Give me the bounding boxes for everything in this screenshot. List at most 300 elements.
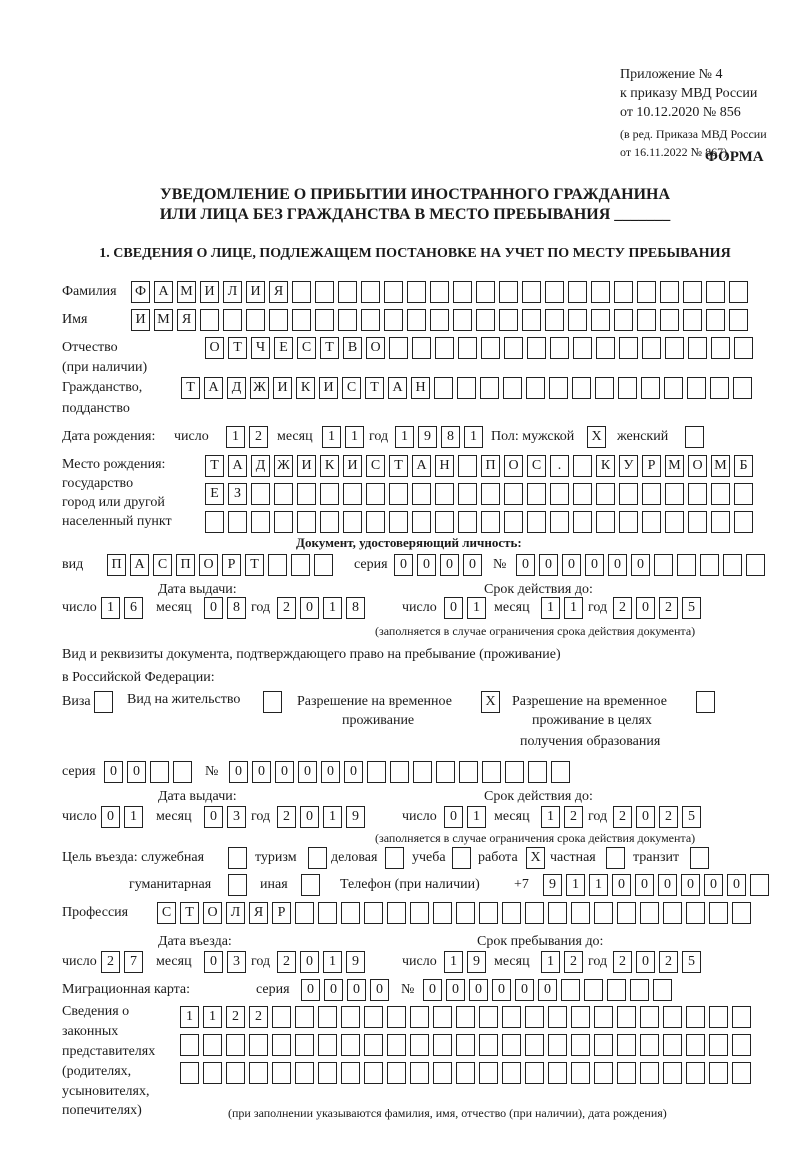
char-cell[interactable] <box>412 511 431 533</box>
char-cell[interactable] <box>435 337 454 359</box>
char-cell[interactable] <box>430 281 449 303</box>
char-cell[interactable]: 2 <box>564 806 583 828</box>
char-cell[interactable] <box>223 309 242 331</box>
char-cell[interactable] <box>550 337 569 359</box>
char-cell[interactable]: 0 <box>347 979 366 1001</box>
char-cell[interactable]: Т <box>180 902 199 924</box>
char-cell[interactable] <box>389 337 408 359</box>
char-cell[interactable] <box>364 1034 383 1056</box>
char-cell[interactable]: 1 <box>101 597 120 619</box>
char-cell[interactable] <box>525 1006 544 1028</box>
char-cell[interactable] <box>246 309 265 331</box>
rd-issue-month-field[interactable] <box>204 806 250 828</box>
char-cell[interactable] <box>573 511 592 533</box>
char-cell[interactable]: С <box>527 455 546 477</box>
char-cell[interactable]: Т <box>181 377 200 399</box>
char-cell[interactable] <box>364 1006 383 1028</box>
purpose-study-checkbox[interactable] <box>452 847 475 869</box>
char-cell[interactable]: 0 <box>417 554 436 576</box>
char-cell[interactable] <box>665 483 684 505</box>
char-cell[interactable] <box>361 281 380 303</box>
char-cell[interactable] <box>711 511 730 533</box>
char-cell[interactable] <box>251 483 270 505</box>
char-cell[interactable]: 8 <box>346 597 365 619</box>
char-cell[interactable] <box>619 511 638 533</box>
char-cell[interactable]: 2 <box>249 1006 268 1028</box>
char-cell[interactable] <box>480 377 499 399</box>
char-cell[interactable] <box>479 1062 498 1084</box>
char-cell[interactable] <box>663 1034 682 1056</box>
char-cell[interactable]: И <box>297 455 316 477</box>
char-cell[interactable]: 0 <box>635 874 654 896</box>
char-cell[interactable] <box>481 337 500 359</box>
char-cell[interactable]: О <box>504 455 523 477</box>
char-cell[interactable] <box>594 1062 613 1084</box>
char-cell[interactable] <box>637 309 656 331</box>
char-cell[interactable]: М <box>665 455 684 477</box>
char-cell[interactable]: А <box>154 281 173 303</box>
char-cell[interactable]: 0 <box>444 597 463 619</box>
char-cell[interactable] <box>456 1006 475 1028</box>
char-cell[interactable] <box>573 483 592 505</box>
char-cell[interactable] <box>617 1034 636 1056</box>
char-cell[interactable]: И <box>246 281 265 303</box>
char-cell[interactable] <box>341 1062 360 1084</box>
char-cell[interactable]: 0 <box>681 874 700 896</box>
char-cell[interactable]: П <box>107 554 126 576</box>
char-cell[interactable]: Б <box>734 455 753 477</box>
char-cell[interactable] <box>203 1062 222 1084</box>
char-cell[interactable] <box>314 554 333 576</box>
char-cell[interactable] <box>459 761 478 783</box>
char-cell[interactable] <box>315 281 334 303</box>
sex-male-checkbox[interactable] <box>587 426 610 448</box>
char-cell[interactable] <box>410 902 429 924</box>
rd-number-field[interactable] <box>229 761 574 783</box>
char-cell[interactable] <box>203 1034 222 1056</box>
char-cell[interactable]: 0 <box>516 554 535 576</box>
char-cell[interactable] <box>320 483 339 505</box>
char-cell[interactable]: 7 <box>124 951 143 973</box>
char-cell[interactable] <box>677 554 696 576</box>
char-cell[interactable] <box>663 902 682 924</box>
char-cell[interactable] <box>683 281 702 303</box>
char-cell[interactable] <box>412 337 431 359</box>
char-cell[interactable] <box>617 902 636 924</box>
char-cell[interactable] <box>526 377 545 399</box>
purpose-private-checkbox[interactable] <box>606 847 629 869</box>
char-cell[interactable]: Ж <box>274 455 293 477</box>
char-cell[interactable] <box>434 377 453 399</box>
char-cell[interactable] <box>548 1062 567 1084</box>
char-cell[interactable] <box>729 281 748 303</box>
char-cell[interactable]: 1 <box>203 1006 222 1028</box>
char-cell[interactable]: 0 <box>538 979 557 1001</box>
char-cell[interactable]: 0 <box>469 979 488 1001</box>
char-cell[interactable] <box>548 902 567 924</box>
char-cell[interactable] <box>591 309 610 331</box>
char-cell[interactable] <box>665 511 684 533</box>
char-cell[interactable] <box>688 337 707 359</box>
char-cell[interactable] <box>385 847 404 869</box>
stay-month-field[interactable] <box>541 951 587 973</box>
char-cell[interactable]: 0 <box>727 874 746 896</box>
birthplace-field-2[interactable] <box>205 483 757 505</box>
phone-field[interactable] <box>543 874 773 896</box>
entry-day-field[interactable] <box>101 951 147 973</box>
char-cell[interactable] <box>272 1006 291 1028</box>
char-cell[interactable] <box>734 483 753 505</box>
char-cell[interactable]: В <box>343 337 362 359</box>
char-cell[interactable]: X <box>587 426 606 448</box>
birth-month-field[interactable] <box>322 426 368 448</box>
char-cell[interactable] <box>292 309 311 331</box>
purpose-humanitarian-checkbox[interactable] <box>228 874 251 896</box>
char-cell[interactable]: X <box>481 691 500 713</box>
char-cell[interactable]: Я <box>269 281 288 303</box>
char-cell[interactable] <box>410 1034 429 1056</box>
char-cell[interactable]: Е <box>205 483 224 505</box>
name-field[interactable] <box>131 309 752 331</box>
char-cell[interactable]: 2 <box>277 597 296 619</box>
char-cell[interactable] <box>413 761 432 783</box>
char-cell[interactable]: 0 <box>229 761 248 783</box>
char-cell[interactable]: И <box>200 281 219 303</box>
char-cell[interactable] <box>295 1034 314 1056</box>
char-cell[interactable] <box>228 511 247 533</box>
char-cell[interactable]: Е <box>274 337 293 359</box>
char-cell[interactable] <box>619 337 638 359</box>
char-cell[interactable]: 1 <box>180 1006 199 1028</box>
char-cell[interactable]: 0 <box>636 951 655 973</box>
char-cell[interactable]: 1 <box>226 426 245 448</box>
char-cell[interactable]: Т <box>228 337 247 359</box>
char-cell[interactable] <box>522 309 541 331</box>
char-cell[interactable]: А <box>130 554 149 576</box>
char-cell[interactable] <box>452 847 471 869</box>
char-cell[interactable]: Р <box>642 455 661 477</box>
char-cell[interactable] <box>571 1034 590 1056</box>
char-cell[interactable] <box>387 1062 406 1084</box>
char-cell[interactable]: 9 <box>467 951 486 973</box>
char-cell[interactable] <box>180 1034 199 1056</box>
patronymic-field[interactable] <box>205 337 757 359</box>
char-cell[interactable]: Т <box>320 337 339 359</box>
char-cell[interactable]: 0 <box>562 554 581 576</box>
char-cell[interactable] <box>640 1006 659 1028</box>
char-cell[interactable] <box>272 1062 291 1084</box>
mc-number-field[interactable] <box>423 979 676 1001</box>
char-cell[interactable] <box>571 1062 590 1084</box>
stay-day-field[interactable] <box>444 951 490 973</box>
char-cell[interactable] <box>550 483 569 505</box>
char-cell[interactable] <box>249 1034 268 1056</box>
char-cell[interactable]: 1 <box>589 874 608 896</box>
char-cell[interactable] <box>341 902 360 924</box>
char-cell[interactable] <box>502 902 521 924</box>
char-cell[interactable]: 0 <box>101 806 120 828</box>
char-cell[interactable] <box>571 902 590 924</box>
char-cell[interactable]: 0 <box>127 761 146 783</box>
rd-series-field[interactable] <box>104 761 196 783</box>
id-series-field[interactable] <box>394 554 486 576</box>
char-cell[interactable]: 1 <box>323 806 342 828</box>
char-cell[interactable] <box>640 902 659 924</box>
char-cell[interactable] <box>292 281 311 303</box>
char-cell[interactable] <box>618 377 637 399</box>
char-cell[interactable] <box>476 309 495 331</box>
char-cell[interactable] <box>642 337 661 359</box>
rd-issue-day-field[interactable] <box>101 806 147 828</box>
char-cell[interactable]: Ж <box>250 377 269 399</box>
char-cell[interactable]: 2 <box>659 806 678 828</box>
char-cell[interactable]: 0 <box>440 554 459 576</box>
char-cell[interactable] <box>525 1034 544 1056</box>
char-cell[interactable] <box>711 483 730 505</box>
char-cell[interactable] <box>436 761 455 783</box>
char-cell[interactable] <box>732 1006 751 1028</box>
char-cell[interactable]: 0 <box>300 806 319 828</box>
char-cell[interactable] <box>295 1062 314 1084</box>
char-cell[interactable] <box>709 902 728 924</box>
char-cell[interactable]: Я <box>177 309 196 331</box>
char-cell[interactable]: 5 <box>682 951 701 973</box>
char-cell[interactable] <box>750 874 769 896</box>
char-cell[interactable] <box>297 511 316 533</box>
temp-residence-checkbox[interactable] <box>481 691 504 713</box>
id-valid-year-field[interactable] <box>613 597 705 619</box>
char-cell[interactable]: 2 <box>277 951 296 973</box>
char-cell[interactable] <box>734 511 753 533</box>
char-cell[interactable]: А <box>412 455 431 477</box>
char-cell[interactable]: Н <box>411 377 430 399</box>
char-cell[interactable]: 0 <box>658 874 677 896</box>
char-cell[interactable] <box>663 1006 682 1028</box>
char-cell[interactable]: 0 <box>300 951 319 973</box>
char-cell[interactable] <box>269 309 288 331</box>
residence-permit-checkbox[interactable] <box>263 691 286 713</box>
char-cell[interactable] <box>308 847 327 869</box>
purpose-transit-checkbox[interactable] <box>690 847 713 869</box>
char-cell[interactable] <box>654 554 673 576</box>
char-cell[interactable]: 0 <box>612 874 631 896</box>
char-cell[interactable] <box>291 554 310 576</box>
char-cell[interactable] <box>502 1062 521 1084</box>
char-cell[interactable]: Я <box>249 902 268 924</box>
stay-year-field[interactable] <box>613 951 705 973</box>
char-cell[interactable]: Т <box>389 455 408 477</box>
char-cell[interactable]: 2 <box>101 951 120 973</box>
char-cell[interactable]: К <box>296 377 315 399</box>
char-cell[interactable]: 1 <box>541 597 560 619</box>
char-cell[interactable] <box>545 281 564 303</box>
char-cell[interactable] <box>551 761 570 783</box>
char-cell[interactable]: 9 <box>543 874 562 896</box>
char-cell[interactable]: 0 <box>444 806 463 828</box>
char-cell[interactable] <box>364 1062 383 1084</box>
char-cell[interactable] <box>660 309 679 331</box>
char-cell[interactable] <box>663 1062 682 1084</box>
char-cell[interactable] <box>723 554 742 576</box>
char-cell[interactable] <box>640 1034 659 1056</box>
char-cell[interactable] <box>732 1034 751 1056</box>
char-cell[interactable] <box>412 483 431 505</box>
char-cell[interactable] <box>614 309 633 331</box>
char-cell[interactable] <box>251 511 270 533</box>
char-cell[interactable] <box>458 483 477 505</box>
char-cell[interactable]: Ч <box>251 337 270 359</box>
char-cell[interactable]: 0 <box>104 761 123 783</box>
char-cell[interactable]: 2 <box>613 951 632 973</box>
char-cell[interactable] <box>591 281 610 303</box>
char-cell[interactable] <box>318 1034 337 1056</box>
char-cell[interactable] <box>653 979 672 1001</box>
char-cell[interactable]: 0 <box>585 554 604 576</box>
char-cell[interactable] <box>226 1062 245 1084</box>
char-cell[interactable]: А <box>204 377 223 399</box>
char-cell[interactable] <box>435 511 454 533</box>
char-cell[interactable]: С <box>342 377 361 399</box>
surname-field[interactable] <box>131 281 752 303</box>
char-cell[interactable] <box>568 281 587 303</box>
char-cell[interactable] <box>706 281 725 303</box>
char-cell[interactable] <box>606 847 625 869</box>
id-valid-day-field[interactable] <box>444 597 490 619</box>
char-cell[interactable]: 0 <box>301 979 320 1001</box>
sex-female-checkbox[interactable] <box>685 426 708 448</box>
char-cell[interactable]: 1 <box>467 806 486 828</box>
char-cell[interactable]: 0 <box>204 597 223 619</box>
char-cell[interactable] <box>571 1006 590 1028</box>
char-cell[interactable]: 3 <box>227 951 246 973</box>
char-cell[interactable] <box>732 902 751 924</box>
char-cell[interactable] <box>584 979 603 1001</box>
char-cell[interactable]: З <box>228 483 247 505</box>
char-cell[interactable] <box>458 455 477 477</box>
char-cell[interactable] <box>430 309 449 331</box>
char-cell[interactable] <box>596 337 615 359</box>
char-cell[interactable]: О <box>366 337 385 359</box>
char-cell[interactable]: М <box>154 309 173 331</box>
char-cell[interactable]: У <box>619 455 638 477</box>
char-cell[interactable] <box>710 377 729 399</box>
char-cell[interactable] <box>527 511 546 533</box>
char-cell[interactable] <box>228 847 247 869</box>
char-cell[interactable]: А <box>228 455 247 477</box>
char-cell[interactable] <box>502 1006 521 1028</box>
char-cell[interactable] <box>594 1006 613 1028</box>
char-cell[interactable]: 0 <box>492 979 511 1001</box>
char-cell[interactable] <box>343 483 362 505</box>
char-cell[interactable] <box>686 1062 705 1084</box>
char-cell[interactable] <box>482 761 501 783</box>
char-cell[interactable] <box>274 511 293 533</box>
reps-field-3[interactable] <box>180 1062 755 1084</box>
char-cell[interactable]: 0 <box>394 554 413 576</box>
char-cell[interactable] <box>205 511 224 533</box>
char-cell[interactable] <box>433 1034 452 1056</box>
char-cell[interactable] <box>573 455 592 477</box>
char-cell[interactable]: 0 <box>423 979 442 1001</box>
purpose-work-checkbox[interactable] <box>526 847 549 869</box>
char-cell[interactable]: 0 <box>204 806 223 828</box>
char-cell[interactable]: 0 <box>704 874 723 896</box>
char-cell[interactable]: 2 <box>564 951 583 973</box>
char-cell[interactable] <box>637 281 656 303</box>
char-cell[interactable] <box>433 1006 452 1028</box>
char-cell[interactable] <box>274 483 293 505</box>
char-cell[interactable]: 1 <box>564 597 583 619</box>
char-cell[interactable] <box>407 309 426 331</box>
char-cell[interactable] <box>387 1034 406 1056</box>
char-cell[interactable] <box>683 309 702 331</box>
char-cell[interactable] <box>685 426 704 448</box>
char-cell[interactable]: 0 <box>275 761 294 783</box>
char-cell[interactable]: О <box>205 337 224 359</box>
char-cell[interactable]: 9 <box>346 951 365 973</box>
char-cell[interactable]: С <box>153 554 172 576</box>
char-cell[interactable] <box>366 511 385 533</box>
char-cell[interactable]: 5 <box>682 597 701 619</box>
char-cell[interactable] <box>410 1062 429 1084</box>
char-cell[interactable] <box>384 309 403 331</box>
char-cell[interactable] <box>389 483 408 505</box>
char-cell[interactable] <box>614 281 633 303</box>
char-cell[interactable]: 9 <box>346 806 365 828</box>
char-cell[interactable] <box>595 377 614 399</box>
char-cell[interactable]: 1 <box>566 874 585 896</box>
char-cell[interactable]: 0 <box>636 597 655 619</box>
char-cell[interactable]: 1 <box>323 951 342 973</box>
purpose-business-checkbox[interactable] <box>385 847 408 869</box>
id-valid-month-field[interactable] <box>541 597 587 619</box>
char-cell[interactable] <box>596 483 615 505</box>
char-cell[interactable] <box>249 1062 268 1084</box>
char-cell[interactable] <box>272 1034 291 1056</box>
reps-field-2[interactable] <box>180 1034 755 1056</box>
char-cell[interactable] <box>504 337 523 359</box>
rd-valid-month-field[interactable] <box>541 806 587 828</box>
reps-field-1[interactable] <box>180 1006 755 1028</box>
birthplace-field-3[interactable] <box>205 511 757 533</box>
char-cell[interactable]: 2 <box>613 597 632 619</box>
char-cell[interactable]: 1 <box>323 597 342 619</box>
char-cell[interactable] <box>709 1034 728 1056</box>
char-cell[interactable] <box>700 554 719 576</box>
char-cell[interactable]: К <box>320 455 339 477</box>
char-cell[interactable]: Л <box>223 281 242 303</box>
char-cell[interactable] <box>94 691 113 713</box>
char-cell[interactable]: Р <box>222 554 241 576</box>
char-cell[interactable] <box>387 1006 406 1028</box>
purpose-other-checkbox[interactable] <box>301 874 324 896</box>
char-cell[interactable] <box>481 511 500 533</box>
char-cell[interactable] <box>617 1062 636 1084</box>
purpose-official-checkbox[interactable] <box>228 847 251 869</box>
char-cell[interactable] <box>390 761 409 783</box>
char-cell[interactable] <box>228 874 247 896</box>
char-cell[interactable] <box>522 281 541 303</box>
mc-series-field[interactable] <box>301 979 393 1001</box>
char-cell[interactable] <box>263 691 282 713</box>
char-cell[interactable]: 0 <box>608 554 627 576</box>
char-cell[interactable]: 1 <box>124 806 143 828</box>
char-cell[interactable]: 0 <box>298 761 317 783</box>
char-cell[interactable] <box>640 1062 659 1084</box>
char-cell[interactable] <box>696 691 715 713</box>
char-cell[interactable]: Н <box>435 455 454 477</box>
char-cell[interactable]: П <box>481 455 500 477</box>
